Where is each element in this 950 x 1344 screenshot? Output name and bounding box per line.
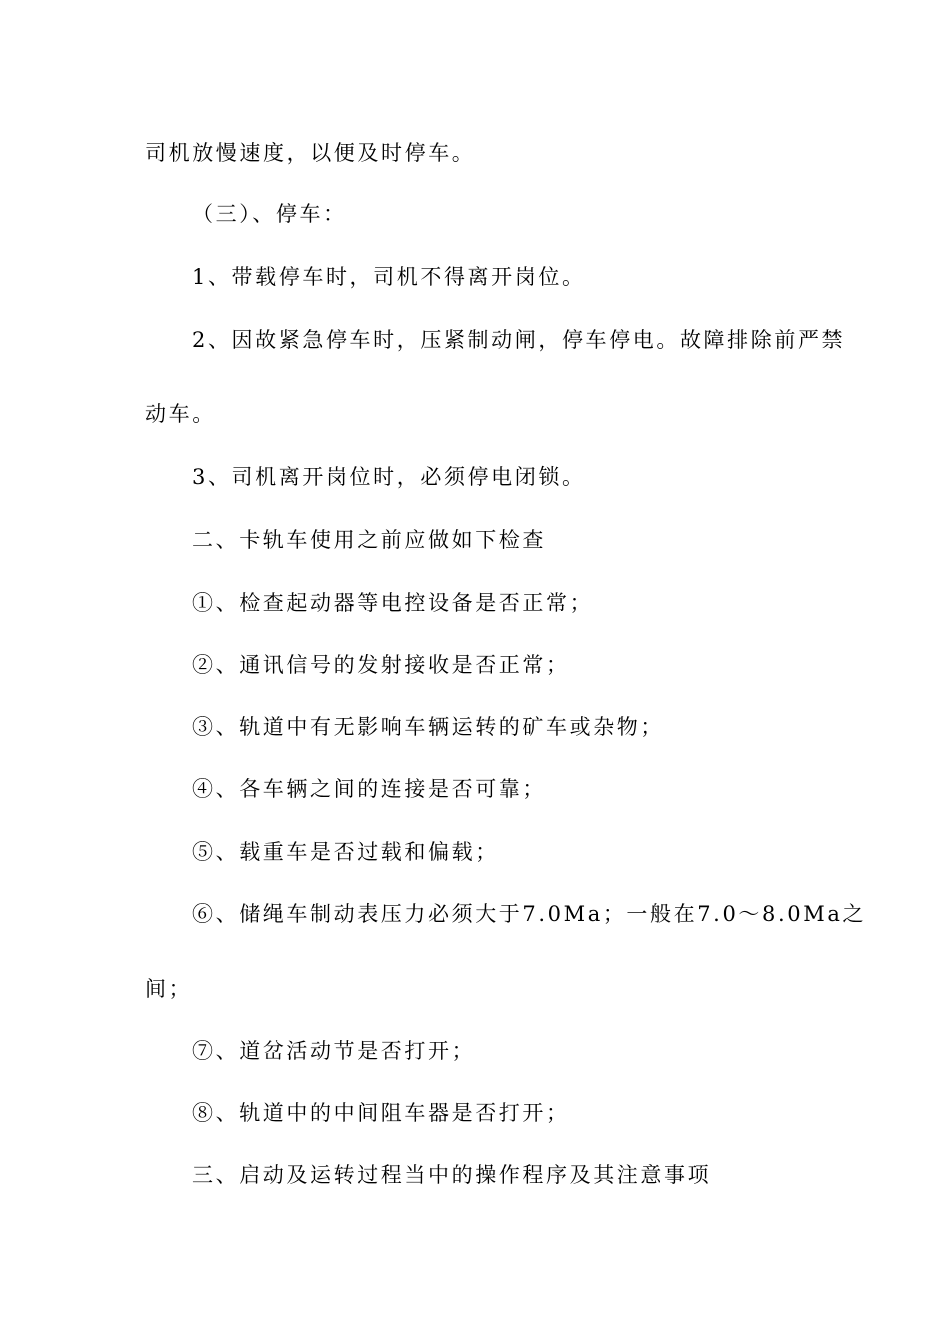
list-item: ①、检查起动器等电控设备是否正常；: [192, 591, 594, 615]
list-item-continuation: 间；: [145, 977, 193, 1001]
paragraph-line: 司机放慢速度，以便及时停车。: [145, 141, 476, 165]
section-heading: 三、启动及运转过程当中的操作程序及其注意事项: [192, 1163, 712, 1187]
section-heading: （三）、停车：: [192, 202, 347, 226]
paragraph-line: 2、因故紧急停车时，压紧制动闸，停车停电。故障排除前严禁: [192, 328, 846, 352]
list-item: ⑦、道岔活动节是否打开；: [192, 1039, 476, 1063]
list-item: ⑧、轨道中的中间阻车器是否打开；: [192, 1101, 570, 1125]
paragraph-line: 1、带载停车时，司机不得离开岗位。: [192, 265, 586, 289]
paragraph-line: 3、司机离开岗位时，必须停电闭锁。: [192, 465, 586, 489]
list-item: ②、通讯信号的发射接收是否正常；: [192, 653, 570, 677]
list-item: ③、轨道中有无影响车辆运转的矿车或杂物；: [192, 715, 664, 739]
list-item: ④、各车辆之间的连接是否可靠；: [192, 777, 546, 801]
section-heading: 二、卡轨车使用之前应做如下检查: [192, 528, 546, 552]
paragraph-line: 动车。: [145, 402, 216, 426]
list-item: ⑤、载重车是否过载和偏载；: [192, 840, 499, 864]
list-item: ⑥、储绳车制动表压力必须大于7.0Ma；一般在7.0～8.0Ma之: [192, 902, 867, 926]
